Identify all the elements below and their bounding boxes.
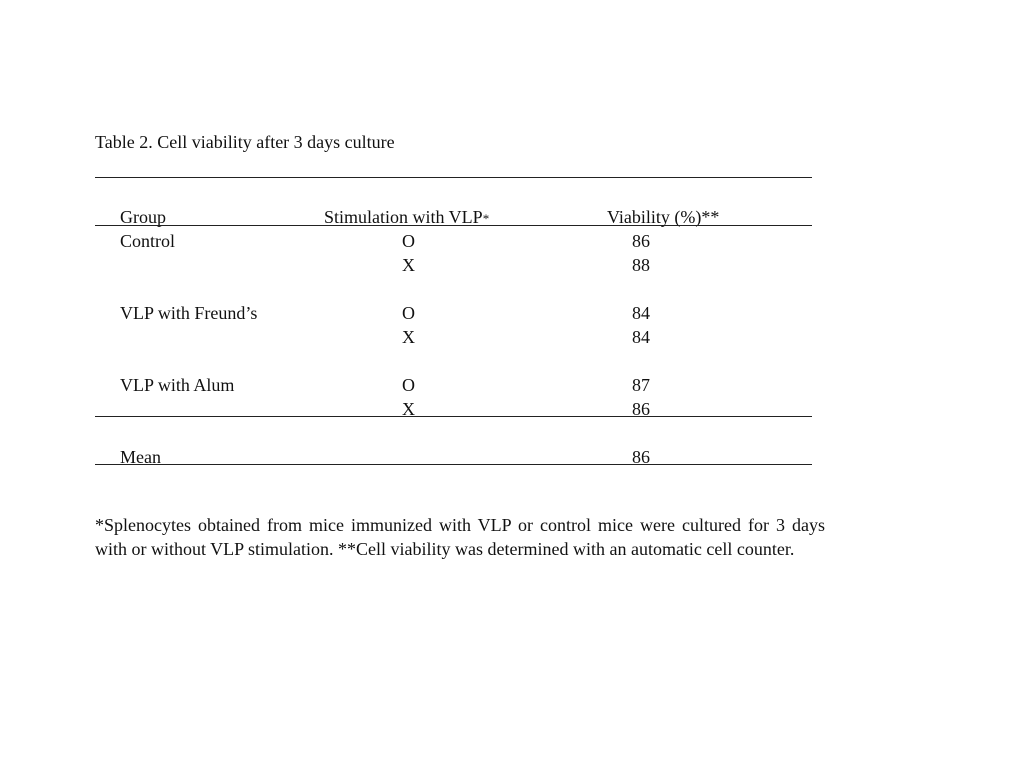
row-stimulation: X — [402, 255, 415, 275]
row-viability: 84 — [632, 303, 650, 323]
header-stimulation — [324, 208, 489, 226]
row-viability: 84 — [632, 327, 650, 347]
mean-label: Mean — [120, 447, 161, 467]
row-viability: 88 — [632, 255, 650, 275]
table-bottom-rule — [95, 464, 812, 465]
table-top-rule — [95, 177, 812, 178]
row-stimulation: O — [402, 303, 415, 323]
row-group: Control — [120, 231, 176, 251]
body-bottom-rule — [95, 416, 812, 417]
header-stimulation-mark: * — [482, 211, 490, 226]
row-group: VLP with Freund’s — [120, 303, 258, 323]
row-viability: 87 — [632, 375, 650, 395]
row-group: VLP with Alum — [120, 375, 235, 395]
row-viability: 86 — [632, 399, 650, 419]
row-viability: 86 — [632, 231, 650, 251]
table-caption: Table 2. Cell viability after 3 days culture — [95, 132, 395, 152]
header-viability: Viability (%)** — [607, 207, 720, 227]
row-stimulation: O — [402, 231, 415, 251]
row-stimulation: X — [402, 399, 415, 419]
table-footnote: *Splenocytes obtained from mice immunized with VLP or control mice were cultured for 3 days with or without VLP stimulation. **Cell viability was determined with an automatic cell counter. — [95, 515, 825, 559]
header-stimulation-label: Stimulation with VLP — [324, 207, 483, 227]
row-stimulation: X — [402, 327, 415, 347]
mean-value: 86 — [632, 447, 650, 467]
row-stimulation: O — [402, 375, 415, 395]
header-rule — [95, 225, 812, 226]
header-group: Group — [120, 207, 166, 227]
